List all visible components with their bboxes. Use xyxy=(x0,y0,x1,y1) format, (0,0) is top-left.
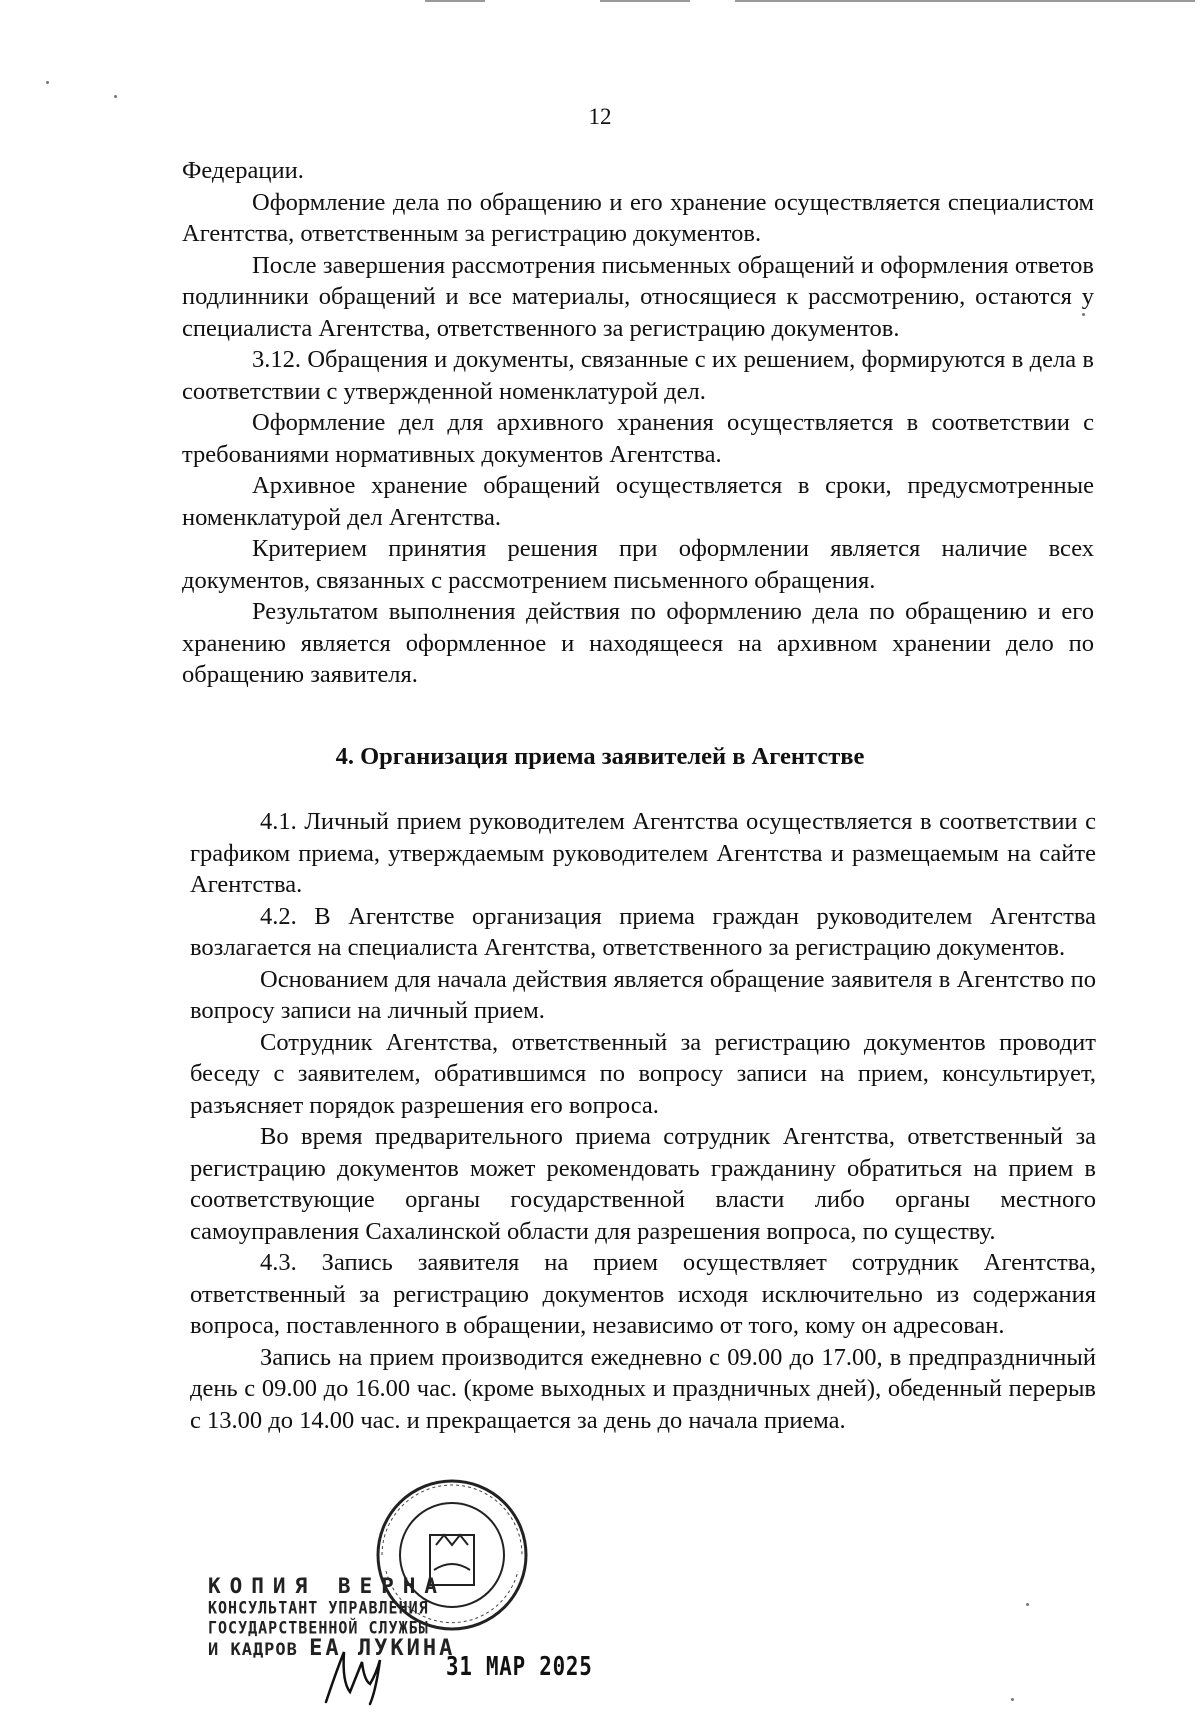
paragraph: Сотрудник Агентства, ответственный за регистрацию документов проводит беседу с заявителем, обратившимся по вопросу записи на прием, консультирует, разъясняет порядок разрешения его вопроса. xyxy=(190,1028,1096,1119)
paragraph: 4.3. Запись заявителя на прием осуществляет сотрудник Агентства, ответственный за регистрацию документов исходя исключительно из содержания вопроса, поставленного в обращении, независимо от того, кому он адресован. xyxy=(190,1249,1096,1339)
paragraph: Во время предварительного приема сотрудник Агентства, ответственный за регистрацию документов может рекомендовать гражданину обратиться на прием в соответствующие органы государственной власти либо органы местного самоуправления Сахалинской области для разрешения вопроса, по существу. xyxy=(190,1123,1096,1245)
paragraph: Запись на прием производится ежедневно с 09.00 до 17.00, в предпраздничный день с 09.00 до 16.00 час. (кроме выходных и праздничных дней), обеденный перерыв с 13.00 до 14.00 час. и прекращается за день до начала приема. xyxy=(190,1343,1096,1434)
paragraph: Архивное хранение обращений осуществляется в сроки, предусмотренные номенклатурой дел Агентства. xyxy=(182,472,1094,531)
certification-date: 31 МАР 2025 xyxy=(446,1652,593,1682)
paragraph: Результатом выполнения действия по оформлению дела по обращению и его хранению является оформленное и находящееся на архивном хранении дело по обращению заявителя. xyxy=(182,598,1094,688)
text-block-section-4 xyxy=(190,806,1096,1436)
paragraph: После завершения рассмотрения письменных обращений и оформления ответов подлинники обращений и все материалы, относящиеся к рассмотрению, остаются у специалиста Агентства, ответственного за регистрацию документов. xyxy=(182,251,1094,342)
paragraph: 4.2. В Агентстве организация приема граждан руководителем Агентства возлагается на специалиста Агентства, ответственного за регистрацию документов. xyxy=(190,902,1096,961)
scan-speck xyxy=(1011,1698,1014,1701)
certification-line-3: ГОСУДАРСТВЕННОЙ СЛУЖБЫ xyxy=(208,1618,429,1638)
paragraph: Оформление дела по обращению и его хранение осуществляется специалистом Агентства, ответственным за регистрацию документов. xyxy=(182,188,1094,247)
certifier-name: ЕА ЛУКИНА xyxy=(309,1636,456,1661)
scan-speck xyxy=(46,81,49,84)
text-block-section-3 xyxy=(182,155,1094,691)
scan-artifact xyxy=(600,0,690,2)
paragraph: Федерации. xyxy=(182,157,304,184)
certification-line-2: КОНСУЛЬТАНТ УПРАВЛЕНИЯ xyxy=(208,1598,429,1618)
scan-speck xyxy=(1026,1603,1029,1606)
scan-artifact xyxy=(425,0,485,2)
paragraph: Основанием для начала действия является обращение заявителя в Агентство по вопросу записи на личный прием. xyxy=(190,965,1096,1024)
paragraph: Критерием принятия решения при оформлении является наличие всех документов, связанных с рассмотрением письменного обращения. xyxy=(182,535,1094,594)
handwritten-signature xyxy=(318,1640,398,1712)
paragraph: 4.1. Личный прием руководителем Агентства осуществляется в соответствии с графиком приема, утверждаемым руководителем Агентства и размещаемым на сайте Агентства. xyxy=(190,808,1096,898)
paragraph: Оформление дел для архивного хранения осуществляется в соответствии с требованиями нормативных документов Агентства. xyxy=(182,409,1094,468)
scan-speck xyxy=(1082,313,1085,316)
certification-line-4-prefix: И КАДРОВ xyxy=(208,1640,298,1660)
section-heading: 4. Организация приема заявителей в Агентстве xyxy=(335,743,865,770)
scan-artifact xyxy=(735,0,1195,2)
scan-speck xyxy=(114,95,117,98)
certification-line-1: КОПИЯ ВЕРНА xyxy=(208,1574,447,1598)
page-number: 12 xyxy=(588,104,612,129)
paragraph: 3.12. Обращения и документы, связанные с их решением, формируются в дела в соответствии с утвержденной номенклатурой дел. xyxy=(182,346,1094,405)
